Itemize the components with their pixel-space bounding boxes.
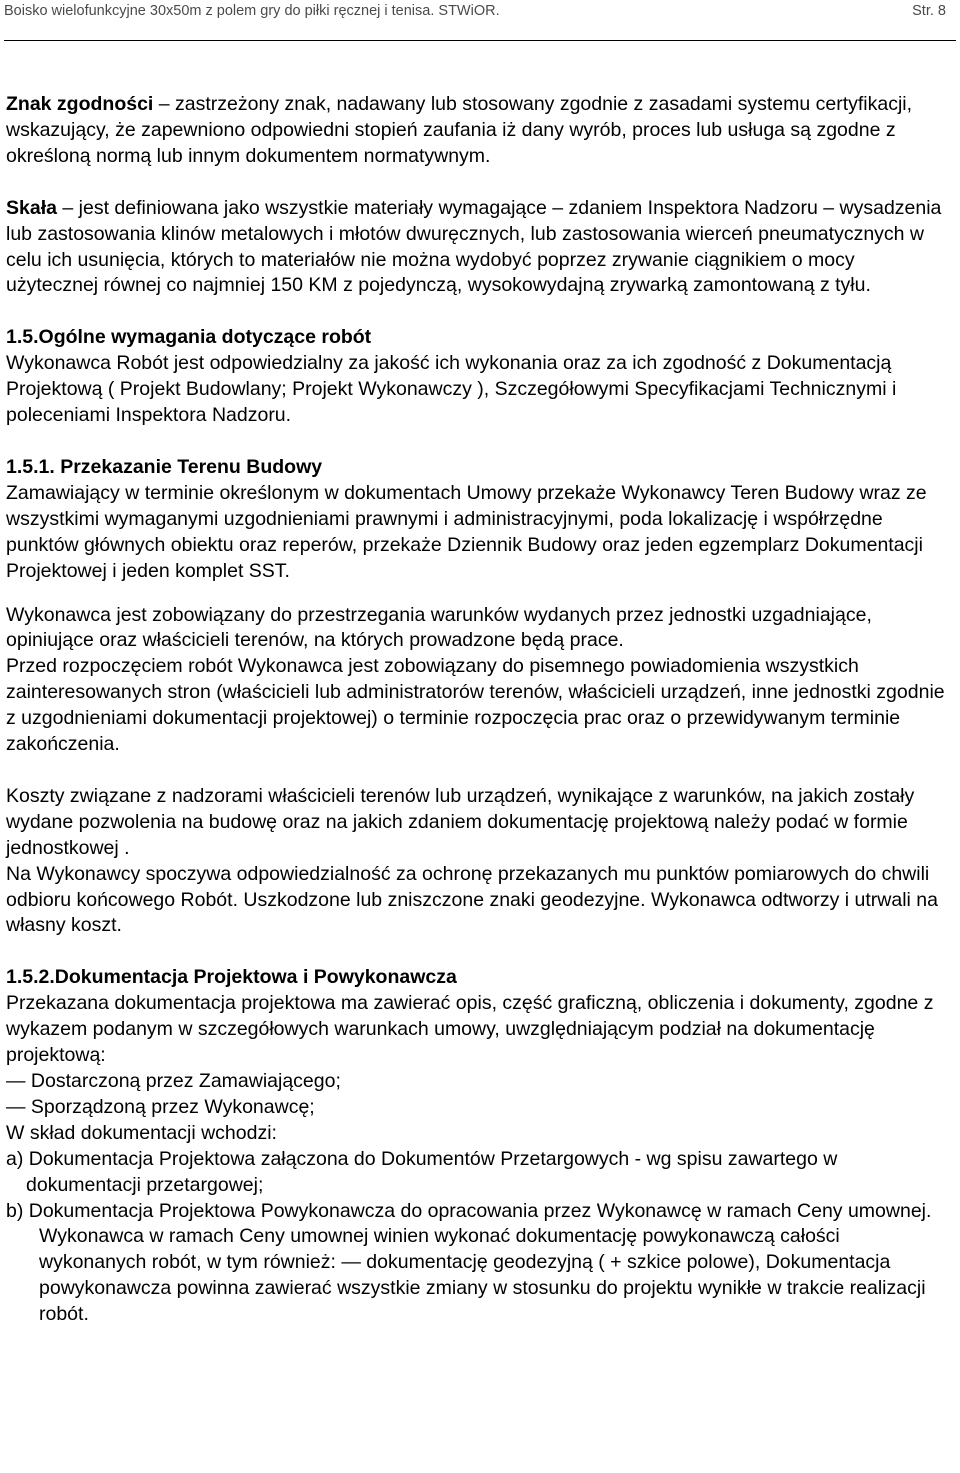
section-heading-1-5-2: 1.5.2.Dokumentacja Projektowa i Powykonawcza (6, 966, 457, 989)
paragraph: Wykonawca jest zobowiązany do przestrzegania warunków wydanych przez jednostki uzgadniające, opiniujące oraz właścicieli terenów, na których prowadzone będą prace. (6, 603, 872, 652)
dash-item: — Dostarczoną przez Zamawiającego; (6, 1070, 341, 1092)
paragraph: Przed rozpoczęciem robót Wykonawca jest zobowiązany do pisemnego powiadomienia wszystkich zainteresowanych stron (właścicieli lub administratorów terenów, właścicieli urządzeń, inne jednostki zgodnie z uzgodnieniami dokumentacji projektowej) o terminie rozpoczęcia prac oraz o przewidywanym terminie zakończenia. (6, 655, 945, 756)
page-number: Str. 8 (912, 3, 946, 19)
term-skala: Skała (6, 196, 57, 219)
paragraph: Zamawiający w terminie określonym w dokumentach Umowy przekaże Wykonawcy Teren Budowy wraz ze wszystkimi wymaganymi uzgodnieniami prawnymi i administracyjnymi, poda lokalizację i współrzędne punktów głównych obiektu oraz reperów, przekaże Dziennik Budowy oraz jeden egzemplarz Dokumentacji Projektowej i jeden komplet SST. (6, 481, 927, 582)
paragraph: Koszty związane z nadzorami właścicieli terenów lub urządzeń, wynikające z warunków, na jakich zostały wydane pozwolenia na budowę oraz na jakich zdaniem dokumentację projektową należy podać w formie jednostkowej . (6, 784, 915, 859)
section-text-1-5: Wykonawca Robót jest odpowiedzialny za jakość ich wykonania oraz za ich zgodność z Dokumentacją Projektową ( Projekt Budowlany; Projekt Wykonawczy ), Szczegółowymi Specyfikacjami Technicznymi i poleceniami Inspektora Nadzoru. (6, 352, 897, 427)
paragraph: W skład dokumentacji wchodzi: (6, 1121, 277, 1144)
definition-znak-zgodnosci (6, 92, 952, 170)
paragraph: Na Wykonawcy spoczywa odpowiedzialność za ochronę przekazanych mu punktów pomiarowych do chwili odbioru końcowego Robót. Uszkodzone lub zniszczone znaki geodezyjne. Wykonawca odtworzy i utrwali na własny koszt. (6, 862, 938, 937)
definition-text: – jest definiowana jako wszystkie materiały wymagające – zdaniem Inspektora Nadzoru – wysadzenia lub zastosowania klinów metalowych i młotów dwuręcznych, lub zastosowania wierceń pneumatycznych w celu ich usunięcia, których to materiałów nie można wydobyć poprzez zrywanie ciągnikiem o mocy użytecznej równej co najmniej 150 KM z pojedynczą, wysokowydajną zrywarką zamontowaną z tyłu. (6, 196, 942, 297)
list-item-a: a) Dokumentacja Projektowa załączona do Dokumentów Przetargowych - wg spisu zawartego w dokumentacji przetargowej; (6, 1147, 838, 1196)
definition-skala (6, 196, 952, 300)
section-heading-1-5-1: 1.5.1. Przekazanie Terenu Budowy (6, 455, 323, 478)
dash-item: — Sporządzoną przez Wykonawcę; (6, 1095, 315, 1118)
document-title: Boisko wielofunkcyjne 30x50m z polem gry do piłki ręcznej i tenisa. STWiOR. (4, 3, 500, 19)
page-header (4, 0, 956, 41)
section-heading-1-5: 1.5.Ogólne wymagania dotyczące robót (6, 326, 372, 349)
document-body (6, 92, 952, 1328)
definition-text: – zastrzeżony znak, nadawany lub stosowany zgodnie z zasadami systemu certyfikacji, wskazujący, że zapewniono odpowiedni stopień zaufania iż dany wyrób, proces lub usługa są zgodne z określoną normą lub innym dokumentem normatywnym. (6, 93, 913, 167)
term-znak-zgodnosci: Znak zgodności (6, 93, 154, 115)
list-item-b: b) Dokumentacja Projektowa Powykonawcza do opracowania przez Wykonawcę w ramach Ceny umownej. Wykonawca w ramach Ceny umownej winien wykonać dokumentację powykonawczą całości wykonanych robót, w tym również: — dokumentację geodezyjną ( + szkice polowe), Dokumentacja powykonawcza powinna zawierać wszystkie zmiany w stosunku do projektu wynikłe w trakcie realizacji robót. (6, 1199, 932, 1326)
paragraph: Przekazana dokumentacja projektowa ma zawierać opis, część graficzną, obliczenia i dokumenty, zgodne z wykazem podanym w szczegółowych warunkach umowy, uwzględniającym podział na dokumentację projektową: (6, 992, 934, 1067)
